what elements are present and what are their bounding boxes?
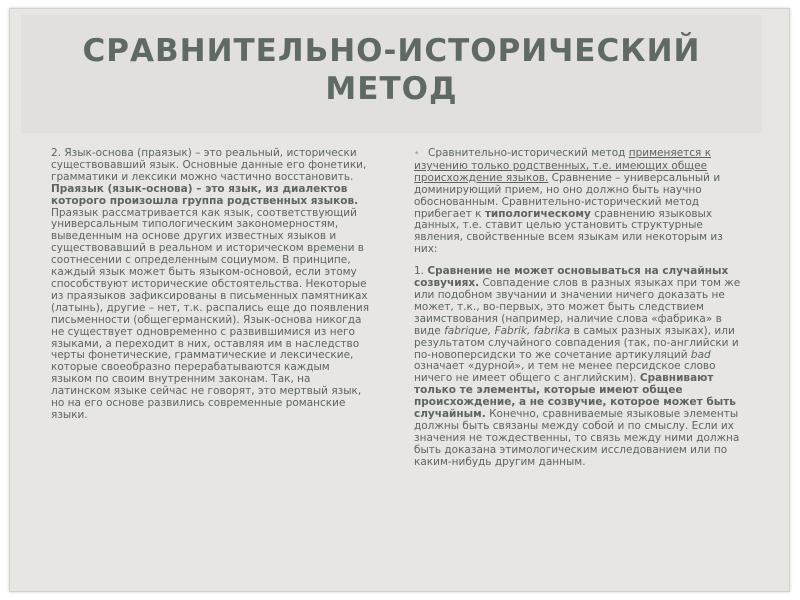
right-text-1: Сравнительно-исторический метод bbox=[428, 147, 629, 159]
right-paragraph-1 bbox=[414, 148, 742, 256]
left-paragraph bbox=[51, 148, 373, 422]
right-text-7: Конечно, сравниваемые языковые элементы должны быть связаны между собой и по смыслу. Если их значения не тождественны, то связь между ними должна быть доказана этимологическим исследованием или по каким-нибудь другим данным. bbox=[414, 408, 740, 468]
bullet-icon: • bbox=[414, 149, 420, 159]
right-paragraph-2 bbox=[414, 266, 742, 468]
right-column bbox=[414, 148, 742, 469]
title-line-2: МЕТОД bbox=[325, 71, 458, 107]
italic-examples: fabrique, Fabrik, fabrika bbox=[444, 324, 571, 337]
right-bold-principle: Сравнивают только те элементы, которые имеют общее происхождение, а не созвучие, которое может быть случайным. bbox=[414, 372, 736, 421]
right-bold-typological: типологическому bbox=[484, 207, 591, 220]
point-heading-bold: Сравнение не может основываться на случайных созвучиях. bbox=[414, 265, 729, 290]
right-underlined-text: применяется к изучению только родственных, т.е. имеющих общее происхождение языков. bbox=[414, 147, 712, 184]
right-text-6: означает «дурной», и тем не менее персидское слово ничего не имеет общего с английским). bbox=[414, 360, 716, 385]
right-text-3: сравнению языковых данных, т.е. ставит целью установить структурные явления, свойственные всем языкам или некоторым из них: bbox=[414, 207, 723, 256]
right-text-2: Сравнение – универсальный и доминирующий прием, но оно должно быть научно обоснованным. Сравнительно-исторический метод прибегает к bbox=[414, 171, 721, 220]
slide-title bbox=[21, 32, 762, 108]
point-number: 1. bbox=[414, 265, 428, 278]
left-column bbox=[51, 148, 373, 422]
left-text-1: 2. Язык-основа (праязык) – это реальный, исторически существовавший язык. Основные данные его фонетики, грамматики и лексики можно частично восстановить. bbox=[51, 147, 367, 183]
left-definition-bold: Праязык (язык-основа) – это язык, из диалектов которого произошла группа родственных языков. bbox=[51, 182, 359, 207]
italic-bad: bad bbox=[690, 348, 711, 361]
title-line-1: СРАВНИТЕЛЬНО-ИСТОРИЧЕСКИЙ bbox=[82, 33, 701, 69]
left-text-2: Праязык рассматривается как язык, соответствующий универсальным типологическим закономерностям, выведенным на основе других известных языков и существовавший в реальном и историческом времени в соотнесении с определенным социумом. В принципе, каждый язык может быть языком-основой, если этому способствуют исторические обстоятельства. Некоторые из праязыков зафиксированы в письменных памятниках (латынь), другие – нет, т.к. распались еще до появления письменности (общегерманский). Язык-основа никогда не существует одновременно с развившимися из него языками, а переходит в них, оставляя им в наследство черты фонетические, грамматические и лексические, которые своеобразно перерабатываются каждым языком по своим внутренним законам. Так, на латинском языке сейчас не говорят, это мертвый язык, но на его основе развились современные романские языки. bbox=[51, 206, 370, 421]
right-text-5: в самых разных языках), или результатом случайного совпадения (так, по-английски и по-новоперсидски то же сочетание артикуляций bbox=[414, 324, 739, 361]
right-text-4: Совпадение слов в разных языках при том же или подобном звучании и значении ничего доказать не может, т.к., во-первых, это может быть следствием заимствования (например, наличие слова «фабрика» в виде bbox=[414, 277, 741, 337]
